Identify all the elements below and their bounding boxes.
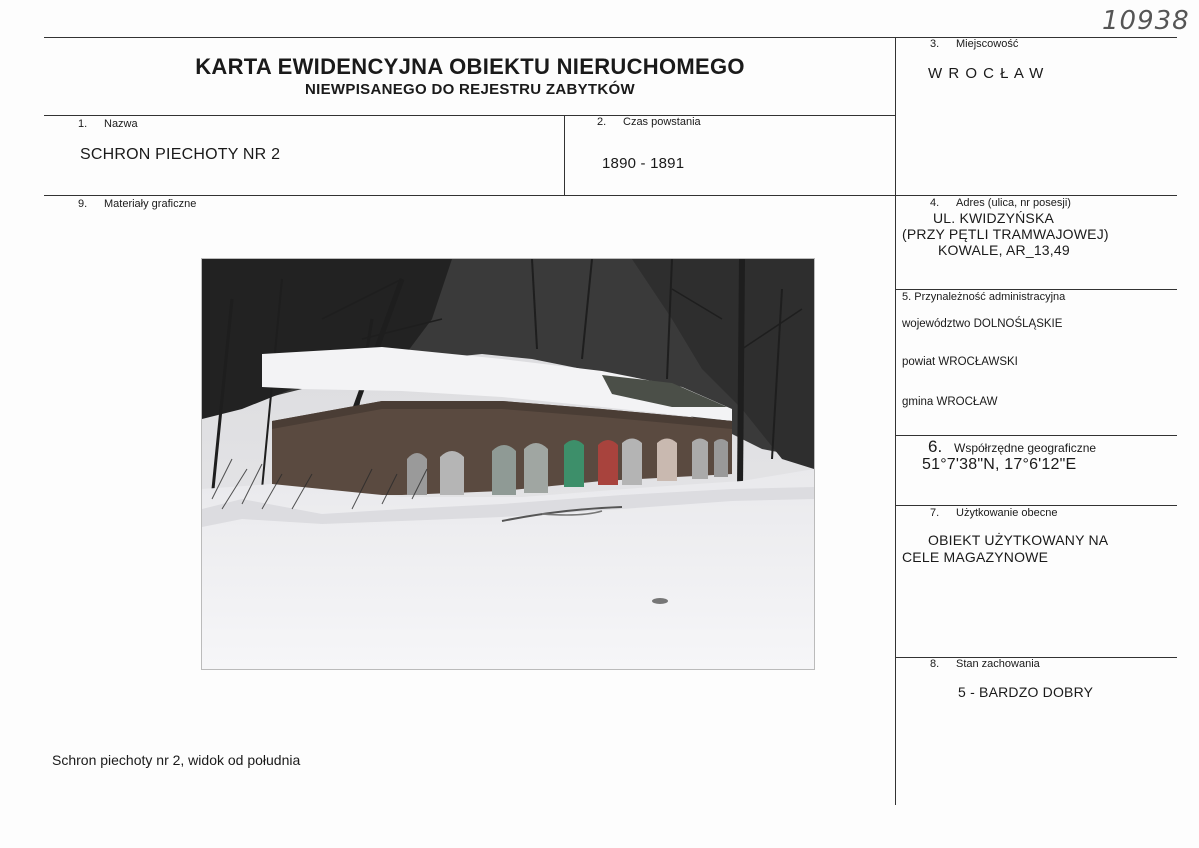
field-adres-line1: UL. KWIDZYŃSKA	[933, 210, 1055, 226]
field-powiat: powiat WROCŁAWSKI	[902, 356, 1018, 368]
field-wspolrzedne-label: 6. Współrzędne geograficzne	[928, 437, 1097, 456]
field-wojewodztwo: województwo DOLNOŚLĄSKIE	[902, 318, 1063, 330]
address-bottom-line	[895, 289, 1177, 290]
header-bottom-line	[44, 195, 1177, 196]
handwritten-number: 10938	[1102, 6, 1190, 36]
field-miejscowosc-label: 3. Miejscowość	[930, 38, 1019, 50]
field-uzytkowanie-label: 7. Użytkowanie obecne	[930, 507, 1058, 519]
field-stan-label: 8. Stan zachowania	[930, 658, 1040, 670]
document-title: KARTA EWIDENCYJNA OBIEKTU NIERUCHOMEGO	[195, 54, 745, 79]
column-divider	[895, 37, 896, 805]
field-stan-value: 5 - BARDZO DOBRY	[958, 684, 1094, 700]
field-nazwa-value: SCHRON PIECHOTY NR 2	[80, 146, 281, 163]
name-date-divider	[564, 115, 565, 196]
field-uzytkowanie-line1: OBIEKT UŻYTKOWANY NA	[928, 532, 1109, 548]
field-czas-value: 1890 - 1891	[602, 155, 685, 172]
field-czas-label: 2. Czas powstania	[597, 116, 701, 128]
field-wspolrzedne-value: 51°7'38"N, 17°6'12"E	[922, 456, 1077, 473]
field-nazwa-label: 1. Nazwa	[78, 118, 138, 130]
field-materialy-label: 9. Materiały graficzne	[78, 198, 197, 210]
field-adres-line2: (PRZY PĘTLI TRAMWAJOWEJ)	[902, 226, 1109, 242]
snow-bunker-illustration	[202, 259, 814, 669]
photo-caption: Schron piechoty nr 2, widok od południa	[52, 752, 301, 768]
field-adres-label: 4. Adres (ulica, nr posesji)	[930, 197, 1071, 209]
document-subtitle: NIEWPISANEGO DO REJESTRU ZABYTKÓW	[305, 81, 635, 98]
title-bottom-line	[44, 115, 895, 116]
field-uzytkowanie-line2: CELE MAGAZYNOWE	[902, 549, 1049, 565]
field-adres-line3: KOWALE, AR_13,49	[938, 242, 1070, 258]
field-gmina: gmina WROCŁAW	[902, 396, 998, 408]
field-przynaleznosc-label: 5. Przynależność administracyjna	[902, 291, 1066, 303]
bunker-photo	[201, 258, 815, 670]
coords-bottom-line	[895, 505, 1177, 506]
field-miejscowosc-value: W R O C Ł A W	[928, 65, 1045, 82]
admin-bottom-line	[895, 435, 1177, 436]
